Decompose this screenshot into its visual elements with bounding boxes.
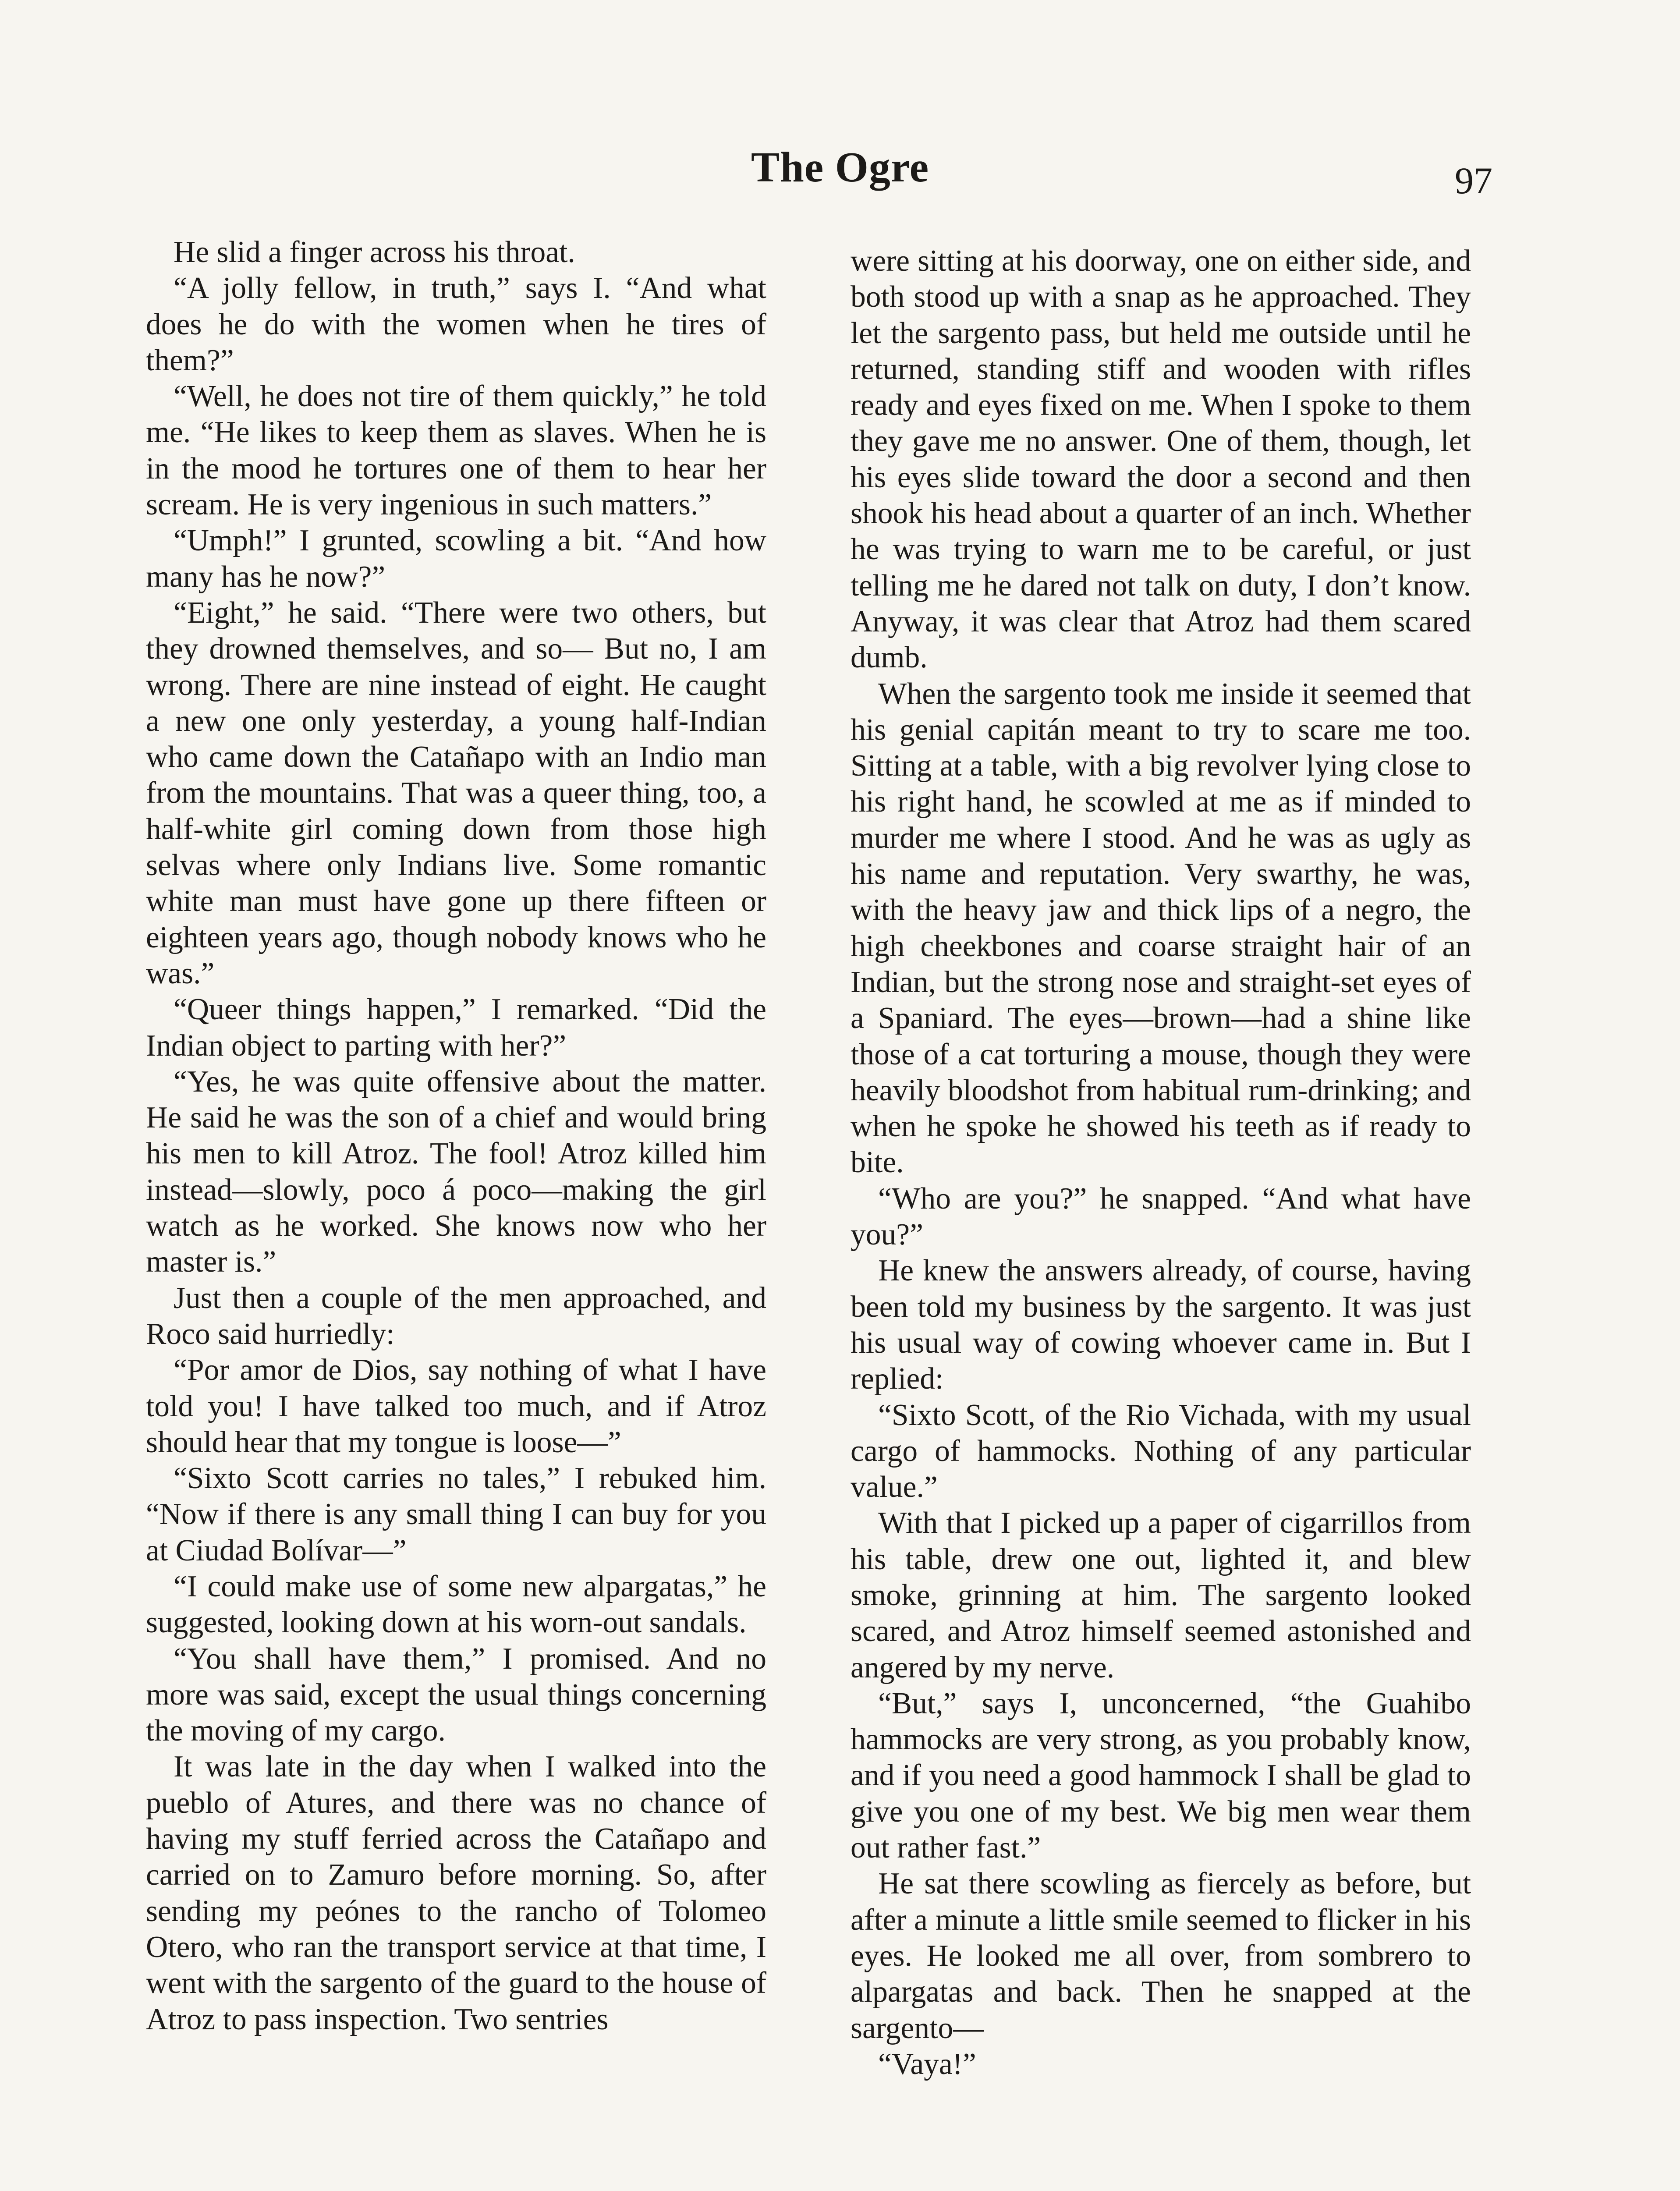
right-text-column xyxy=(851,243,1471,2082)
paragraph: “Sixto Scott carries no tales,” I rebuked him. “Now if there is any small thing I can buy for you at Ciudad Bolívar—” xyxy=(146,1461,766,1567)
paragraph: It was late in the day when I walked into the pueblo of Atures, and there was no chance of having my stuff ferried across the Catañapo and carried on to Zamuro before morning. So, after sending my peónes to the rancho of Tolomeo Otero, who ran the transport service at that time, I went with the sargento of the guard to the house of Atroz to pass inspection. Two sentries xyxy=(146,1750,766,2036)
paragraph: “Sixto Scott, of the Rio Vichada, with my usual cargo of hammocks. Nothing of any particular value.” xyxy=(851,1398,1471,1504)
paragraph: “Eight,” he said. “There were two others, but they drowned themselves, and so— But no, I am wrong. There are nine instead of eight. He caught a new one only yesterday, a young half-Indian who came down the Catañapo with an Indio man from the mountains. That was a queer thing, too, a half-white girl coming down from those high selvas where only Indians live. Some romantic white man must have gone up there fifteen or eighteen years ago, though nobody knows who he was.” xyxy=(146,596,766,990)
paragraph: He knew the answers already, of course, having been told my business by the sargento. It was just his usual way of cowing whoever came in. But I replied: xyxy=(851,1254,1471,1396)
paragraph: “I could make use of some new alpargatas,” he suggested, looking down at his worn-out sandals. xyxy=(146,1569,766,1640)
paragraph: “Por amor de Dios, say nothing of what I have told you! I have talked too much, and if Atroz should hear that my tongue is loose—” xyxy=(146,1353,766,1459)
paragraph: “Queer things happen,” I remarked. “Did the Indian object to parting with her?” xyxy=(146,993,766,1063)
paragraph: “Well, he does not tire of them quickly,” he told me. “He likes to keep them as slaves. When he is in the mood he tortures one of them to hear her scream. He is very ingenious in such matters.” xyxy=(146,379,766,522)
paragraph: Just then a couple of the men approached, and Roco said hurriedly: xyxy=(146,1281,766,1351)
paragraph: were sitting at his doorway, one on either side, and both stood up with a snap as he approached. They let the sargento pass, but held me outside until he returned, standing stiff and wooden with rifles ready and eyes fixed on me. When I spoke to them they gave me no answer. One of them, though, let his eyes slide toward the door a second and then shook his head about a quarter of an inch. Whether he was trying to warn me to be careful, or just telling me he dared not talk on duty, I don’t know. Anyway, it was clear that Atroz had them scared dumb. xyxy=(851,244,1471,675)
paragraph: “Vaya!” xyxy=(878,2047,976,2081)
paragraph: “You shall have them,” I promised. And no more was said, except the usual things concerning the moving of my cargo. xyxy=(146,1641,766,1748)
page-number: 97 xyxy=(1455,160,1492,202)
paragraph: “A jolly fellow, in truth,” says I. “And what does he do with the women when he tires of them?” xyxy=(146,271,766,377)
paragraph: He slid a finger across his throat. xyxy=(174,235,575,269)
paragraph: When the sargento took me inside it seemed that his genial capitán meant to try to scare me too. Sitting at a table, with a big revolver lying close to his right hand, he scowled at me as if minded to murder me where I stood. And he was as ugly as his name and reputation. Very swarthy, he was, with the heavy jaw and thick lips of a negro, the high cheekbones and coarse straight hair of an Indian, but the strong nose and straight-set eyes of a Spaniard. The eyes—brown—had a shine like those of a cat torturing a mouse, though they were heavily bloodshot from habitual rum-drinking; and when he spoke he showed his teeth as if ready to bite. xyxy=(851,677,1471,1180)
left-text-column xyxy=(146,234,766,2038)
paragraph: He sat there scowling as fiercely as before, but after a minute a little smile seemed to flicker in his eyes. He looked me all over, from sombrero to alpargatas and back. Then he snapped at the sargento— xyxy=(851,1867,1471,2045)
paragraph: With that I picked up a paper of cigarrillos from his table, drew one out, lighted it, and blew smoke, grinning at him. The sargento looked scared, and Atroz himself seemed astonished and angered by my nerve. xyxy=(851,1506,1471,1684)
paragraph: “Umph!” I grunted, scowling a bit. “And how many has he now?” xyxy=(146,524,766,594)
page-title: The Ogre xyxy=(751,144,929,191)
paragraph: “But,” says I, unconcerned, “the Guahibo hammocks are very strong, as you probably know, and if you need a good hammock I shall be glad to give you one of my best. We big men wear them out rather fast.” xyxy=(851,1686,1471,1865)
paragraph: “Who are you?” he snapped. “And what have you?” xyxy=(851,1181,1471,1252)
paragraph: “Yes, he was quite offensive about the matter. He said he was the son of a chief and would bring his men to kill Atroz. The fool! Atroz killed him instead—slowly, poco á poco—making the girl watch as he worked. She knows now who her master is.” xyxy=(146,1064,766,1279)
